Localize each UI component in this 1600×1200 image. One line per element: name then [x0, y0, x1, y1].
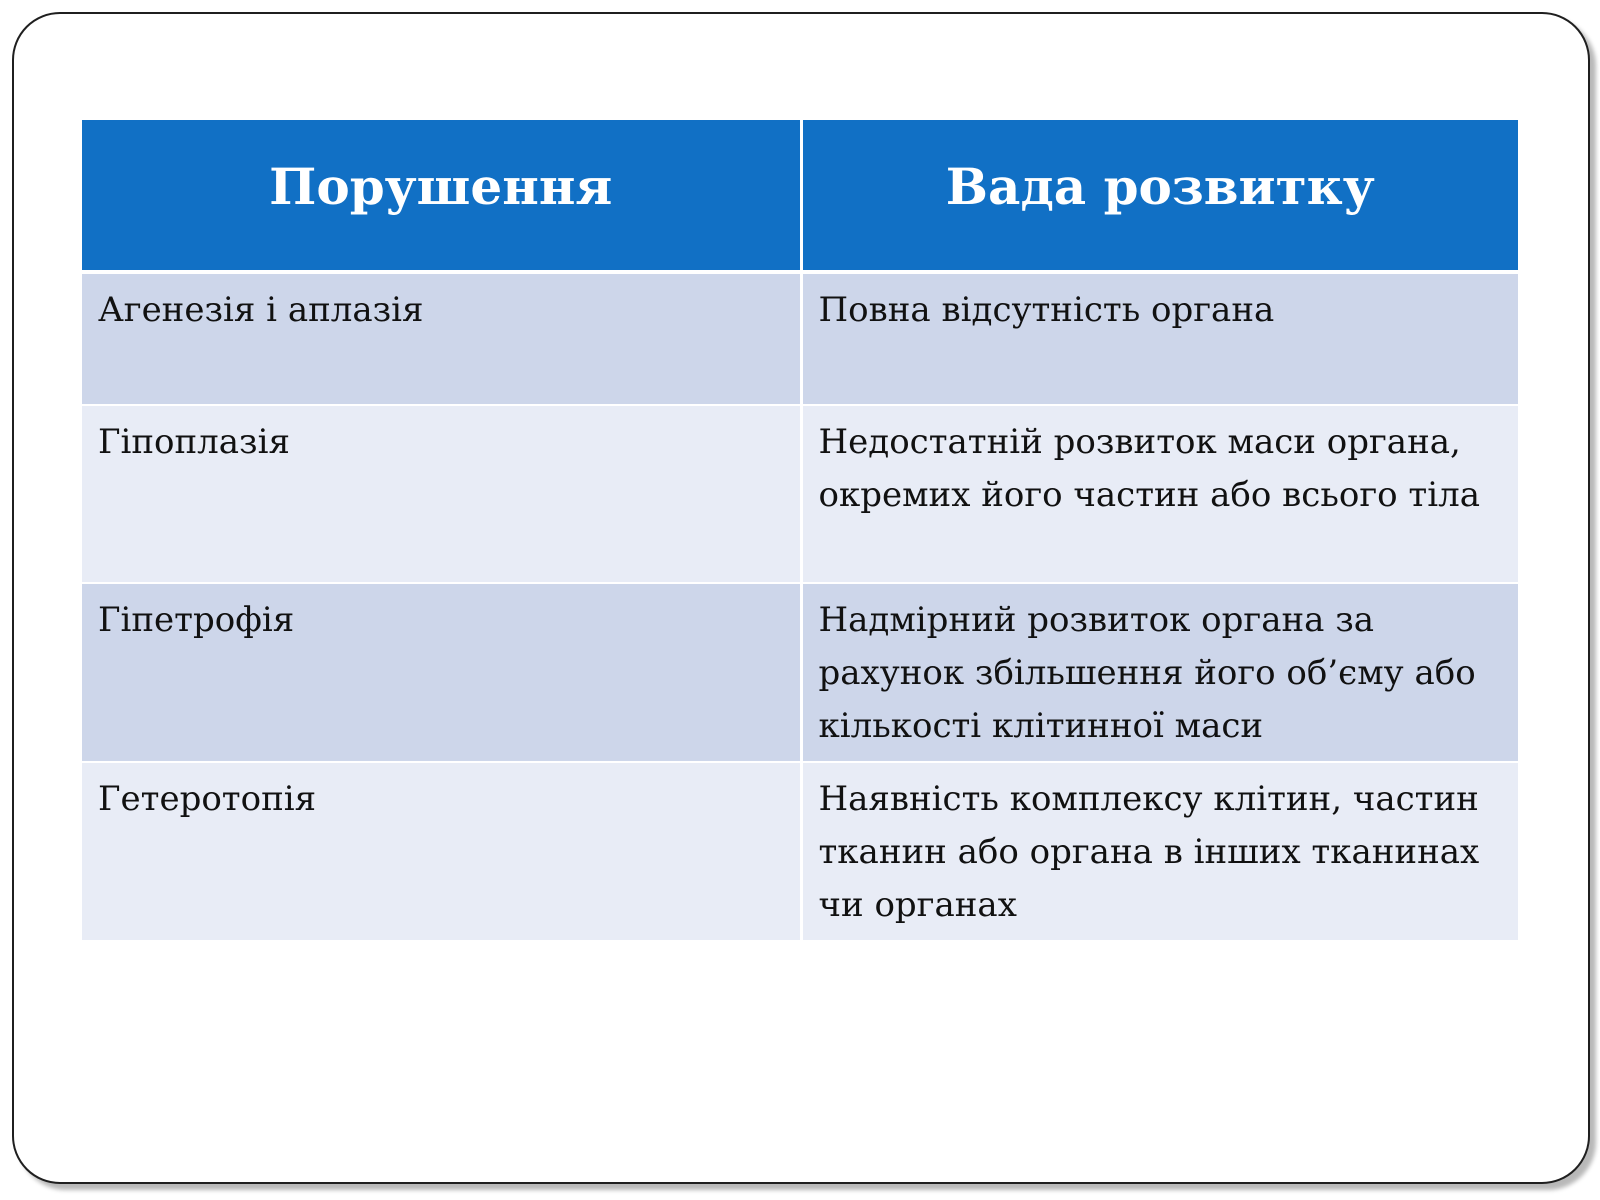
header-malformation: Вада розвитку	[801, 120, 1518, 272]
table-row	[82, 762, 1518, 940]
description-cell: Повна відсутність органа	[801, 272, 1518, 405]
malformation-table-container	[82, 120, 1518, 940]
disorder-cell: Гіпоплазія	[82, 405, 801, 583]
table-row	[82, 583, 1518, 762]
table-row	[82, 272, 1518, 405]
description-cell: Надмірний розвиток органа за рахунок збільшення його об’єму або кількості клітинної маси	[801, 583, 1518, 762]
disorder-cell: Агенезія і аплазія	[82, 272, 801, 405]
disorder-cell: Гетеротопія	[82, 762, 801, 940]
table-header-row	[82, 120, 1518, 272]
description-cell: Наявність комплексу клітин, частин тканин або органа в інших тканинах чи органах	[801, 762, 1518, 940]
header-disorder: Порушення	[82, 120, 801, 272]
disorder-cell: Гіпетрофія	[82, 583, 801, 762]
table-row	[82, 405, 1518, 583]
malformation-table	[82, 120, 1518, 940]
description-cell: Недостатній розвиток маси органа, окремих його частин або всього тіла	[801, 405, 1518, 583]
